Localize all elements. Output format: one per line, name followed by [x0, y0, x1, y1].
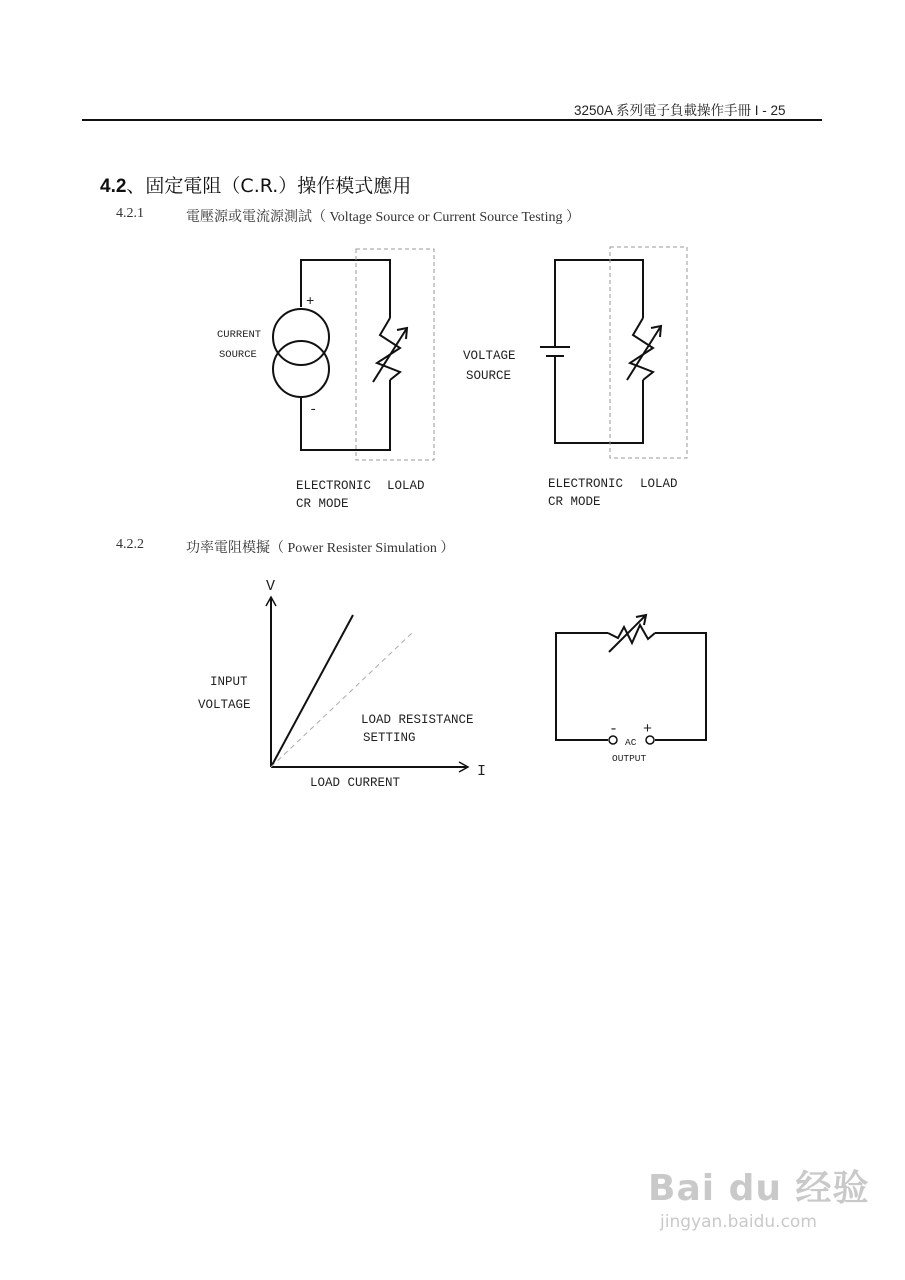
wire-top-2	[555, 260, 643, 347]
load-current-label: LOAD CURRENT	[310, 776, 401, 790]
current-source-circuit	[273, 260, 407, 450]
load-label-2a: ELECTRONIC	[548, 477, 624, 491]
load-resistance-label-1: LOAD RESISTANCE	[361, 713, 474, 727]
variable-resistor-arrow	[373, 328, 407, 382]
terminal-plus-label: +	[643, 721, 653, 738]
minus-sign: -	[309, 402, 318, 418]
resistance-line	[271, 615, 353, 767]
load-resistance-label-2: SETTING	[363, 731, 416, 745]
subsection-title-2: 功率電阻模擬（ Power Resister Simulation ）	[186, 541, 455, 556]
current-source-label-2: SOURCE	[219, 349, 257, 361]
current-source-circle-bottom	[273, 341, 329, 397]
running-header: 3250A 系列電子負載操作手冊 I - 25	[574, 103, 786, 118]
subsection-title-1: 電壓源或電流源測試（ Voltage Source or Current Source Testing ）	[186, 210, 580, 225]
wire-bottom-2	[555, 356, 643, 443]
voltage-source-label-2: SOURCE	[466, 369, 512, 383]
ac-output-circuit	[556, 615, 706, 744]
y-axis-label: V	[266, 578, 276, 595]
ac-resistor-arrow	[609, 615, 646, 652]
load-label-2c: CR MODE	[548, 495, 601, 509]
load-label-1b: LOLAD	[387, 479, 425, 493]
subsection-number-2: 4.2.2	[116, 537, 144, 552]
load-label-1a: ELECTRONIC	[296, 479, 372, 493]
ac-label: AC	[625, 737, 637, 748]
ac-resistor-zigzag	[608, 625, 655, 643]
electronic-load-dashed-box-2	[610, 247, 687, 458]
input-voltage-label-1: INPUT	[210, 675, 248, 689]
electronic-load-dashed-box	[356, 249, 434, 460]
load-label-2b: LOLAD	[640, 477, 678, 491]
wire-right	[655, 633, 706, 740]
output-label: OUTPUT	[612, 753, 647, 764]
input-voltage-label-2: VOLTAGE	[198, 698, 251, 712]
wire-left	[556, 633, 608, 740]
watermark-url: jingyan.baidu.com	[660, 1212, 817, 1232]
voltage-source-circuit	[540, 260, 661, 443]
load-label-1c: CR MODE	[296, 497, 349, 511]
x-axis-label: I	[477, 763, 487, 780]
current-source-label-1: CURRENT	[217, 329, 262, 341]
subsection-number-1: 4.2.1	[116, 206, 144, 221]
section-number: 4.2	[100, 176, 127, 197]
voltage-source-label-1: VOLTAGE	[463, 349, 516, 363]
variable-resistor-arrow-2	[627, 326, 661, 380]
section-title: 、固定電阻（C.R.）操作模式應用	[126, 175, 412, 197]
terminal-minus-label: -	[609, 721, 619, 738]
resistance-line-dashed	[271, 632, 413, 767]
current-source-circle-top	[273, 309, 329, 365]
plus-sign: +	[306, 294, 315, 310]
watermark-brand: Bai du 经验	[648, 1168, 870, 1209]
